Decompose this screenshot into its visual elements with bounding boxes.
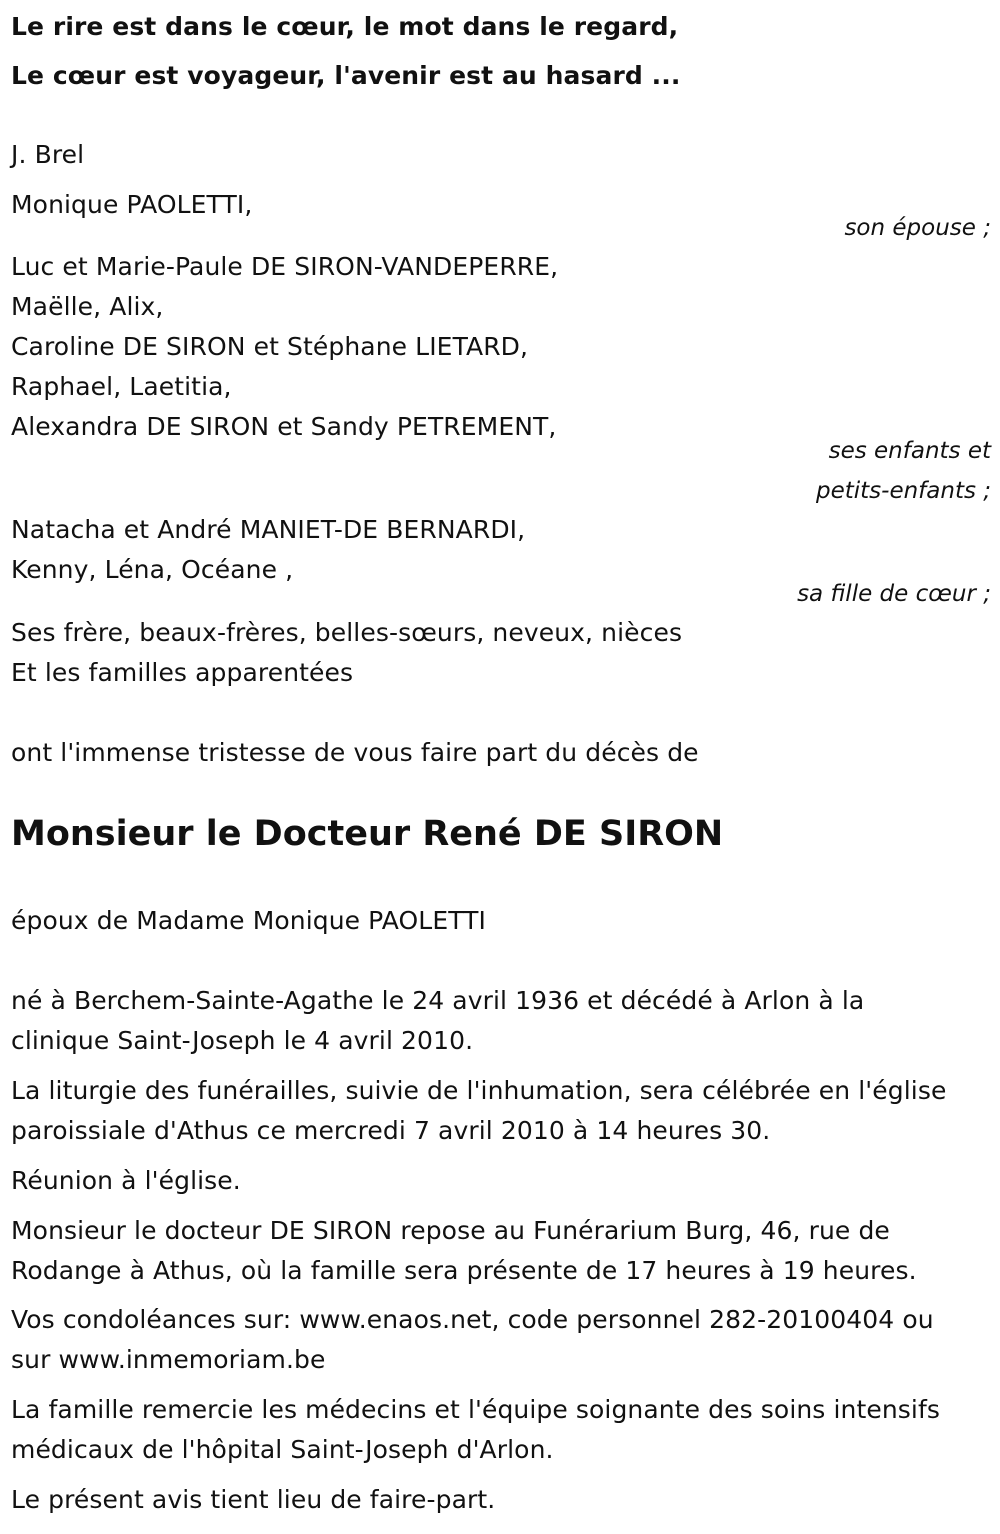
funeral-line: paroissiale d'Athus ce mercredi 7 avril 2010 à 14 heures 30.	[11, 1116, 771, 1145]
children-line: Caroline DE SIRON et Stéphane LIETARD,	[11, 332, 529, 361]
condolences-line: sur www.inmemoriam.be	[11, 1345, 326, 1374]
children-line: Luc et Marie-Paule DE SIRON-VANDEPERRE,	[11, 252, 559, 281]
quote-line-2: Le cœur est voyageur, l'avenir est au hasard ...	[11, 61, 681, 90]
announcement: ont l'immense tristesse de vous faire part du décès de	[11, 738, 699, 767]
spouse-role: son épouse ;	[844, 215, 991, 241]
condolences-line: Vos condoléances sur: www.enaos.net, code personnel 282-20100404 ou	[11, 1305, 934, 1334]
repose-line: Rodange à Athus, où la famille sera présente de 17 heures à 19 heures.	[11, 1256, 917, 1285]
others-line: Ses frère, beaux-frères, belles-sœurs, neveux, nièces	[11, 618, 683, 647]
birth-death-line: clinique Saint-Joseph le 4 avril 2010.	[11, 1026, 474, 1055]
birth-death-line: né à Berchem-Sainte-Agathe le 24 avril 1936 et décédé à Arlon à la	[11, 986, 865, 1015]
repose-line: Monsieur le docteur DE SIRON repose au Funérarium Burg, 46, rue de	[11, 1216, 890, 1245]
quote-author: J. Brel	[11, 140, 85, 169]
spouse-of: époux de Madame Monique PAOLETTI	[11, 906, 487, 935]
spouse-name: Monique PAOLETTI,	[11, 190, 253, 219]
children-line: Maëlle, Alix,	[11, 292, 164, 321]
thanks-line: médicaux de l'hôpital Saint-Joseph d'Arlon.	[11, 1435, 554, 1464]
children-role-line-1: ses enfants et	[828, 438, 991, 464]
heart-daughter-line: Natacha et André MANIET-DE BERNARDI,	[11, 515, 526, 544]
funeral-line: La liturgie des funérailles, suivie de l'inhumation, sera célébrée en l'église	[11, 1076, 947, 1105]
quote-line-1: Le rire est dans le cœur, le mot dans le regard,	[11, 12, 679, 41]
meeting-info: Réunion à l'église.	[11, 1166, 241, 1195]
children-line: Raphael, Laetitia,	[11, 372, 232, 401]
notice-line: Le présent avis tient lieu de faire-part.	[11, 1485, 496, 1514]
deceased-name: Monsieur le Docteur René DE SIRON	[11, 814, 724, 854]
others-line: Et les familles apparentées	[11, 658, 354, 687]
heart-daughter-role: sa fille de cœur ;	[797, 581, 991, 607]
children-line: Alexandra DE SIRON et Sandy PETREMENT,	[11, 412, 557, 441]
children-role-line-2: petits-enfants ;	[815, 478, 991, 504]
thanks-line: La famille remercie les médecins et l'équipe soignante des soins intensifs	[11, 1395, 940, 1424]
heart-daughter-line: Kenny, Léna, Océane ,	[11, 555, 294, 584]
